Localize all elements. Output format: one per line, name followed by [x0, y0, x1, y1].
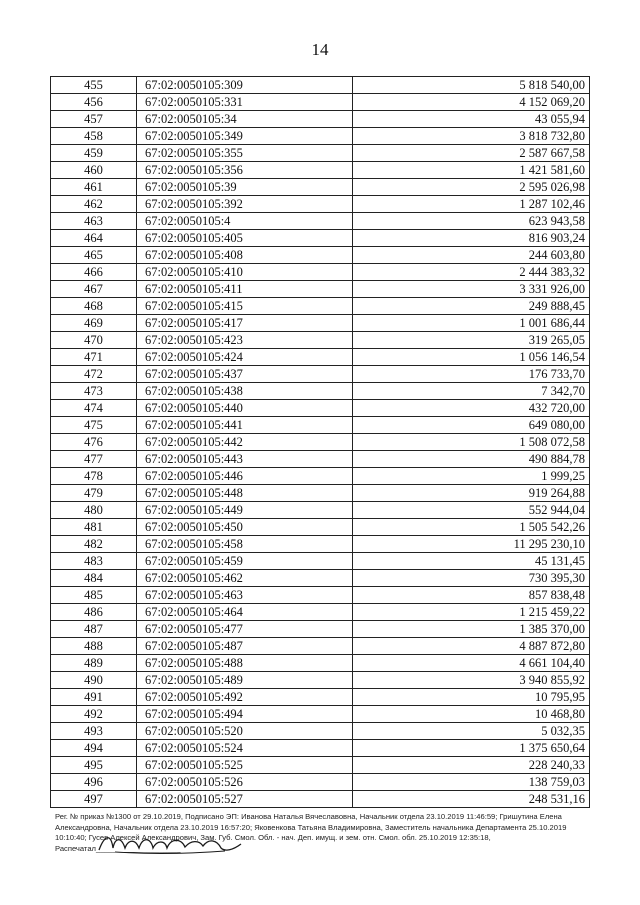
- row-number: 477: [51, 451, 137, 468]
- cadastral-value: 4 661 104,40: [353, 655, 590, 672]
- table-row: [51, 128, 590, 145]
- cadastral-value: 10 795,95: [353, 689, 590, 706]
- cadastral-value: 816 903,24: [353, 230, 590, 247]
- cadastral-value: 1 375 650,64: [353, 740, 590, 757]
- table-row: [51, 332, 590, 349]
- cadastral-number: 67:02:0050105:494: [137, 706, 353, 723]
- cadastral-number: 67:02:0050105:462: [137, 570, 353, 587]
- cadastral-value: 919 264,88: [353, 485, 590, 502]
- footer-line-2: Александровна, Начальник отдела 23.10.2019 16:57:20; Яковенкова Татьяна Владимировна, Заместитель начальника Департамента 25.10.2019: [55, 822, 567, 832]
- table-row: [51, 468, 590, 485]
- table-row: [51, 417, 590, 434]
- table-row: [51, 723, 590, 740]
- cadastral-number: 67:02:0050105:34: [137, 111, 353, 128]
- cadastral-number: 67:02:0050105:520: [137, 723, 353, 740]
- table-row: [51, 604, 590, 621]
- cadastral-value: 2 595 026,98: [353, 179, 590, 196]
- table-row: [51, 757, 590, 774]
- cadastral-number: 67:02:0050105:449: [137, 502, 353, 519]
- row-number: 497: [51, 791, 137, 808]
- table-row: [51, 383, 590, 400]
- cadastral-number: 67:02:0050105:408: [137, 247, 353, 264]
- row-number: 478: [51, 468, 137, 485]
- page-number: 14: [311, 40, 329, 59]
- cadastral-number: 67:02:0050105:525: [137, 757, 353, 774]
- row-number: 495: [51, 757, 137, 774]
- row-number: 463: [51, 213, 137, 230]
- row-number: 467: [51, 281, 137, 298]
- cadastral-value: 1 999,25: [353, 468, 590, 485]
- table-row: [51, 400, 590, 417]
- cadastral-value: 1 001 686,44: [353, 315, 590, 332]
- table-row: [51, 196, 590, 213]
- cadastral-number: 67:02:0050105:415: [137, 298, 353, 315]
- table-row: [51, 349, 590, 366]
- cadastral-number: 67:02:0050105:527: [137, 791, 353, 808]
- cadastral-value: 5 032,35: [353, 723, 590, 740]
- row-number: 462: [51, 196, 137, 213]
- cadastral-value: 11 295 230,10: [353, 536, 590, 553]
- cadastral-value: 10 468,80: [353, 706, 590, 723]
- cadastral-value: 244 603,80: [353, 247, 590, 264]
- row-number: 491: [51, 689, 137, 706]
- cadastral-value: 3 331 926,00: [353, 281, 590, 298]
- cadastral-number: 67:02:0050105:487: [137, 638, 353, 655]
- table-row: [51, 298, 590, 315]
- cadastral-number: 67:02:0050105:489: [137, 672, 353, 689]
- cadastral-number: 67:02:0050105:440: [137, 400, 353, 417]
- table-row: [51, 706, 590, 723]
- row-number: 479: [51, 485, 137, 502]
- row-number: 473: [51, 383, 137, 400]
- cadastral-number: 67:02:0050105:423: [137, 332, 353, 349]
- cadastral-value: 1 508 072,58: [353, 434, 590, 451]
- row-number: 496: [51, 774, 137, 791]
- footer-line-3: 10:10:40; Гусев Алексей Александрович, Зам. Губ. Смол. Обл. - нач. Деп. имущ. и зем. отн. Смол. обл. 25.10.2019 12:35:18,: [55, 833, 491, 842]
- cadastral-value: 2 444 383,32: [353, 264, 590, 281]
- table-row: [51, 230, 590, 247]
- cadastral-number: 67:02:0050105:463: [137, 587, 353, 604]
- row-number: 461: [51, 179, 137, 196]
- cadastral-number: 67:02:0050105:450: [137, 519, 353, 536]
- row-number: 486: [51, 604, 137, 621]
- table-row: [51, 94, 590, 111]
- table-row: [51, 621, 590, 638]
- printed-by-line: Распечатал____________________: [55, 844, 595, 855]
- cadastral-number: 67:02:0050105:417: [137, 315, 353, 332]
- cadastral-value: 1 215 459,22: [353, 604, 590, 621]
- row-number: 465: [51, 247, 137, 264]
- cadastral-number: 67:02:0050105:392: [137, 196, 353, 213]
- cadastral-number: 67:02:0050105:464: [137, 604, 353, 621]
- cadastral-number: 67:02:0050105:448: [137, 485, 353, 502]
- row-number: 459: [51, 145, 137, 162]
- row-number: 475: [51, 417, 137, 434]
- table-row: [51, 213, 590, 230]
- cadastral-number: 67:02:0050105:488: [137, 655, 353, 672]
- cadastral-value: 3 818 732,80: [353, 128, 590, 145]
- cadastral-value: 228 240,33: [353, 757, 590, 774]
- table-row: [51, 485, 590, 502]
- row-number: 492: [51, 706, 137, 723]
- row-number: 485: [51, 587, 137, 604]
- cadastral-number: 67:02:0050105:443: [137, 451, 353, 468]
- row-number: 483: [51, 553, 137, 570]
- table-row: [51, 519, 590, 536]
- table-row: [51, 689, 590, 706]
- row-number: 464: [51, 230, 137, 247]
- table-row: [51, 740, 590, 757]
- cadastral-value: 4 152 069,20: [353, 94, 590, 111]
- row-number: 489: [51, 655, 137, 672]
- table-row: [51, 638, 590, 655]
- row-number: 456: [51, 94, 137, 111]
- row-number: 482: [51, 536, 137, 553]
- table-row: [51, 536, 590, 553]
- cadastral-number: 67:02:0050105:437: [137, 366, 353, 383]
- cadastral-number: 67:02:0050105:424: [137, 349, 353, 366]
- cadastral-value: 857 838,48: [353, 587, 590, 604]
- cadastral-number: 67:02:0050105:438: [137, 383, 353, 400]
- cadastral-number: 67:02:0050105:309: [137, 77, 353, 94]
- cadastral-value: 4 887 872,80: [353, 638, 590, 655]
- cadastral-value: 1 505 542,26: [353, 519, 590, 536]
- cadastral-number: 67:02:0050105:492: [137, 689, 353, 706]
- table-row: [51, 366, 590, 383]
- row-number: 480: [51, 502, 137, 519]
- row-number: 471: [51, 349, 137, 366]
- cadastral-value: 249 888,45: [353, 298, 590, 315]
- footer-line-1: Рег. № приказ №1300 от 29.10.2019, Подписано ЭП: Иванова Наталья Вячеславовна, Начальник отдела 23.10.2019 11:46:59; Гришутина Елена: [55, 812, 562, 821]
- cadastral-value: 2 587 667,58: [353, 145, 590, 162]
- row-number: 472: [51, 366, 137, 383]
- table-row: [51, 434, 590, 451]
- cadastral-value: 45 131,45: [353, 553, 590, 570]
- table-row: [51, 587, 590, 604]
- cadastral-value: 43 055,94: [353, 111, 590, 128]
- table-row: [51, 162, 590, 179]
- cadastral-value: 730 395,30: [353, 570, 590, 587]
- table-row: [51, 77, 590, 94]
- cadastral-value: 176 733,70: [353, 366, 590, 383]
- row-number: 484: [51, 570, 137, 587]
- printed-by-label: Распечатал: [55, 843, 96, 853]
- row-number: 487: [51, 621, 137, 638]
- cadastral-number: 67:02:0050105:524: [137, 740, 353, 757]
- row-number: 474: [51, 400, 137, 417]
- cadastral-number: 67:02:0050105:459: [137, 553, 353, 570]
- row-number: 466: [51, 264, 137, 281]
- table-row: [51, 264, 590, 281]
- table-row: [51, 774, 590, 791]
- table-row: [51, 111, 590, 128]
- table-row: [51, 451, 590, 468]
- cadastral-number: 67:02:0050105:331: [137, 94, 353, 111]
- row-number: 455: [51, 77, 137, 94]
- cadastral-value: 1 385 370,00: [353, 621, 590, 638]
- row-number: 481: [51, 519, 137, 536]
- row-number: 458: [51, 128, 137, 145]
- cadastral-number: 67:02:0050105:355: [137, 145, 353, 162]
- table-row: [51, 570, 590, 587]
- table-row: [51, 791, 590, 808]
- row-number: 493: [51, 723, 137, 740]
- cadastral-value: 1 287 102,46: [353, 196, 590, 213]
- cadastral-value: 1 056 146,54: [353, 349, 590, 366]
- cadastral-number: 67:02:0050105:442: [137, 434, 353, 451]
- cadastral-number: 67:02:0050105:356: [137, 162, 353, 179]
- cadastral-value: 432 720,00: [353, 400, 590, 417]
- cadastral-number: 67:02:0050105:477: [137, 621, 353, 638]
- table-body: [51, 77, 590, 808]
- cadastral-number: 67:02:0050105:411: [137, 281, 353, 298]
- table-row: [51, 553, 590, 570]
- cadastral-number: 67:02:0050105:4: [137, 213, 353, 230]
- cadastral-number: 67:02:0050105:526: [137, 774, 353, 791]
- cadastral-value: 7 342,70: [353, 383, 590, 400]
- row-number: 457: [51, 111, 137, 128]
- cadastral-number: 67:02:0050105:458: [137, 536, 353, 553]
- cadastral-value: 1 421 581,60: [353, 162, 590, 179]
- cadastral-number: 67:02:0050105:39: [137, 179, 353, 196]
- cadastral-value: 138 759,03: [353, 774, 590, 791]
- row-number: 469: [51, 315, 137, 332]
- table-row: [51, 145, 590, 162]
- row-number: 468: [51, 298, 137, 315]
- cadastral-value: 5 818 540,00: [353, 77, 590, 94]
- row-number: 460: [51, 162, 137, 179]
- cadastral-number: 67:02:0050105:405: [137, 230, 353, 247]
- cadastral-value-table: [50, 76, 590, 808]
- row-number: 470: [51, 332, 137, 349]
- row-number: 488: [51, 638, 137, 655]
- row-number: 494: [51, 740, 137, 757]
- cadastral-value: 552 944,04: [353, 502, 590, 519]
- cadastral-number: 67:02:0050105:349: [137, 128, 353, 145]
- cadastral-value: 623 943,58: [353, 213, 590, 230]
- cadastral-number: 67:02:0050105:441: [137, 417, 353, 434]
- table-row: [51, 502, 590, 519]
- table-row: [51, 655, 590, 672]
- table-row: [51, 281, 590, 298]
- cadastral-value: 319 265,05: [353, 332, 590, 349]
- table-row: [51, 315, 590, 332]
- table-row: [51, 179, 590, 196]
- row-number: 476: [51, 434, 137, 451]
- row-number: 490: [51, 672, 137, 689]
- signature-footer: [55, 812, 595, 854]
- table-row: [51, 247, 590, 264]
- cadastral-value: 3 940 855,92: [353, 672, 590, 689]
- handwritten-signature: [95, 830, 245, 856]
- cadastral-value: 649 080,00: [353, 417, 590, 434]
- cadastral-value: 248 531,16: [353, 791, 590, 808]
- cadastral-value: 490 884,78: [353, 451, 590, 468]
- cadastral-number: 67:02:0050105:410: [137, 264, 353, 281]
- cadastral-number: 67:02:0050105:446: [137, 468, 353, 485]
- table-row: [51, 672, 590, 689]
